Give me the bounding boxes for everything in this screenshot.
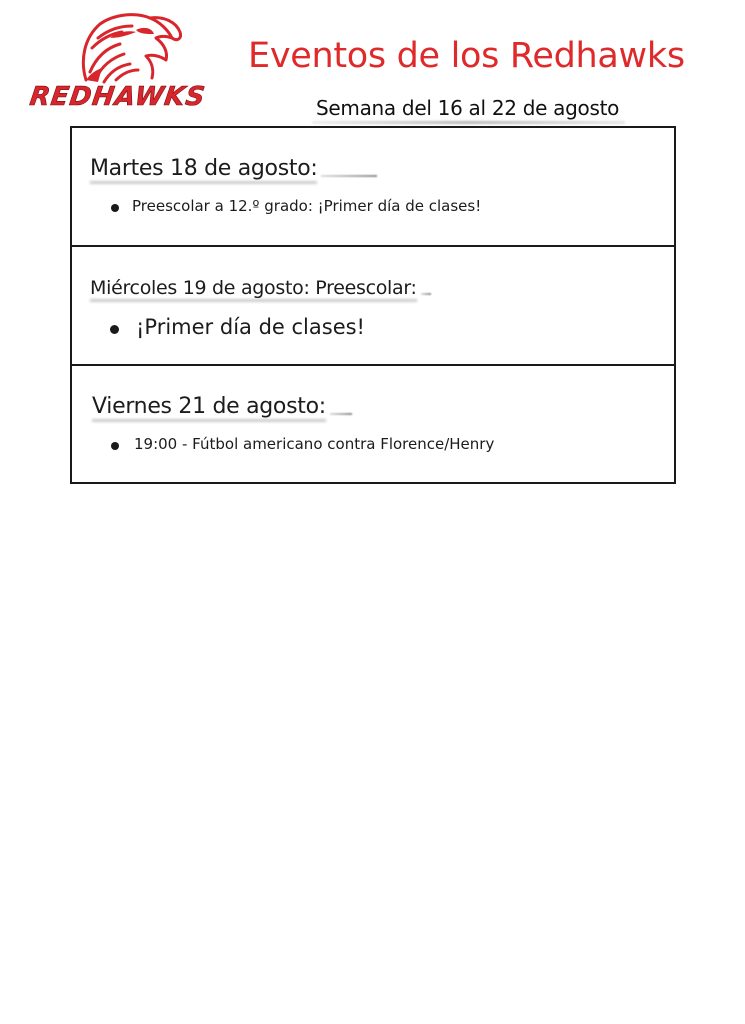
day-heading: Martes 18 de agosto: <box>90 156 377 181</box>
bullet-dot <box>110 325 119 334</box>
bullet-dot <box>111 442 119 450</box>
event-row-friday <box>72 364 674 484</box>
event-item: 19:00 - Fútbol americano contra Florence/Henry <box>134 435 495 453</box>
logo-wordmark: REDHAWKS <box>27 82 208 112</box>
events-table <box>70 126 676 484</box>
page-title: Eventos de los Redhawks <box>248 36 685 76</box>
day-heading: Miércoles 19 de agosto: Preescolar: <box>90 277 431 299</box>
redhawks-logo <box>26 8 228 118</box>
event-row-tuesday <box>72 128 674 245</box>
week-subtitle: Semana del 16 al 22 de agosto <box>316 96 620 120</box>
day-heading: Viernes 21 de agosto: <box>92 394 352 419</box>
event-item: Preescolar a 12.º grado: ¡Primer día de clases! <box>132 197 482 215</box>
event-row-wednesday <box>72 245 674 364</box>
event-item: ¡Primer día de clases! <box>136 315 365 339</box>
bullet-dot <box>111 204 119 212</box>
